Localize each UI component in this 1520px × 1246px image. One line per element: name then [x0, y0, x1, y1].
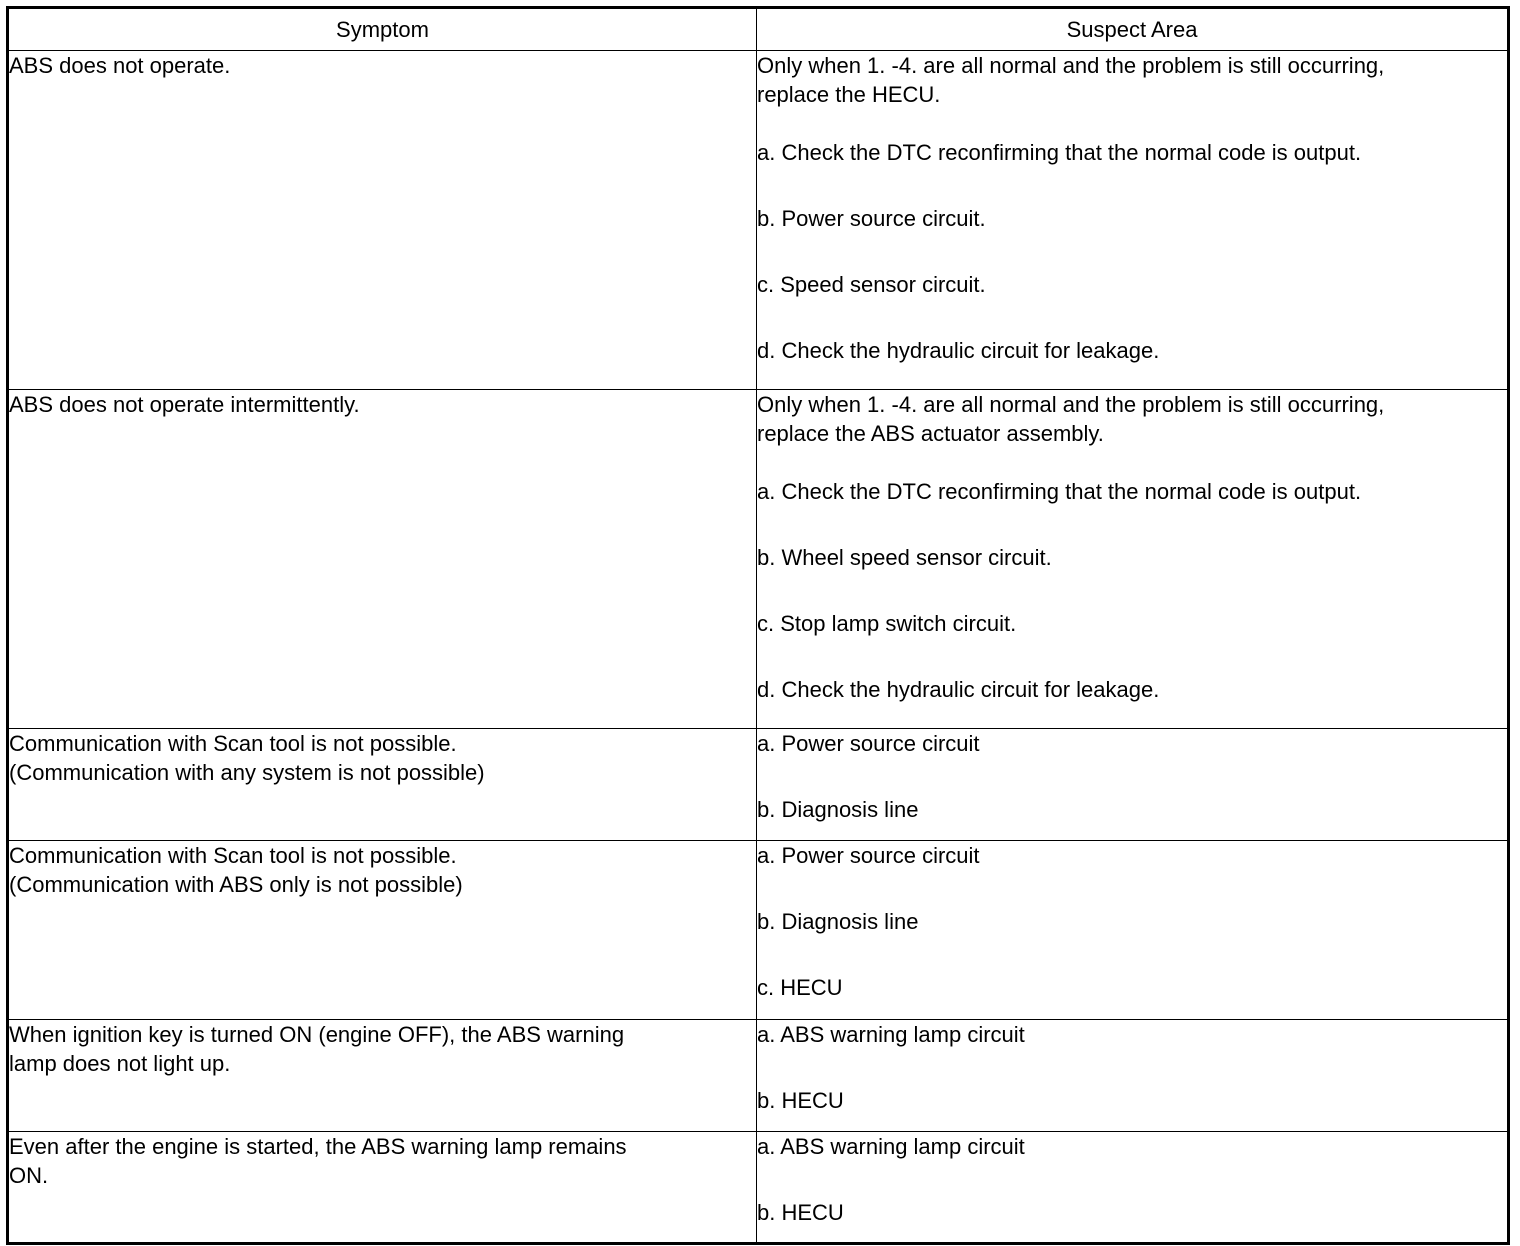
symptom-line: Communication with Scan tool is not possible.	[9, 843, 457, 868]
suspect-item: b. HECU	[757, 1088, 844, 1113]
symptom-line: ABS does not operate.	[9, 53, 231, 78]
symptom-cell	[8, 729, 757, 841]
symptom-line: lamp does not light up.	[9, 1051, 231, 1076]
symptom-line: ON.	[9, 1163, 49, 1188]
suspect-area-cell	[757, 390, 1509, 729]
symptom-cell	[8, 390, 757, 729]
symptom-cell	[8, 51, 757, 390]
intro-line: replace the HECU.	[757, 82, 941, 107]
table-row	[8, 729, 1509, 841]
symptom-line: When ignition key is turned ON (engine OFF), the ABS warning	[9, 1022, 625, 1047]
suspect-item: d. Check the hydraulic circuit for leakage.	[757, 677, 1160, 702]
suspect-item: c. Stop lamp switch circuit.	[757, 611, 1017, 636]
symptom-cell	[8, 841, 757, 1020]
table-row	[8, 390, 1509, 729]
header-symptom: Symptom	[8, 8, 757, 51]
symptom-line: Even after the engine is started, the ABS warning lamp remains	[9, 1134, 627, 1159]
symptom-line: ABS does not operate intermittently.	[9, 392, 360, 417]
table-row	[8, 1132, 1509, 1244]
suspect-item: d. Check the hydraulic circuit for leakage.	[757, 338, 1160, 363]
header-row	[8, 8, 1509, 51]
header-suspect-area: Suspect Area	[757, 8, 1509, 51]
table-row	[8, 841, 1509, 1020]
intro-line: replace the ABS actuator assembly.	[757, 421, 1104, 446]
suspect-intro	[757, 51, 1507, 109]
symptom-line: Communication with Scan tool is not possible.	[9, 731, 457, 756]
symptom-line: (Communication with any system is not possible)	[9, 760, 485, 785]
suspect-item: b. HECU	[757, 1200, 844, 1225]
intro-line: Only when 1. -4. are all normal and the problem is still occurring,	[757, 392, 1385, 417]
symptom-line: (Communication with ABS only is not possible)	[9, 872, 463, 897]
suspect-area-cell	[757, 51, 1509, 390]
suspect-item: b. Diagnosis line	[757, 797, 919, 822]
suspect-item: c. Speed sensor circuit.	[757, 272, 986, 297]
symptom-cell	[8, 1132, 757, 1244]
suspect-item: c. HECU	[757, 975, 843, 1000]
suspect-area-cell	[757, 1132, 1509, 1244]
suspect-item: a. ABS warning lamp circuit	[757, 1134, 1025, 1159]
symptom-cell	[8, 1020, 757, 1132]
table-row	[8, 51, 1509, 390]
suspect-item: a. ABS warning lamp circuit	[757, 1022, 1025, 1047]
suspect-intro	[757, 390, 1507, 448]
suspect-item: a. Check the DTC reconfirming that the normal code is output.	[757, 140, 1362, 165]
suspect-item: b. Power source circuit.	[757, 206, 986, 231]
suspect-area-cell	[757, 841, 1509, 1020]
suspect-area-cell	[757, 729, 1509, 841]
suspect-item: b. Wheel speed sensor circuit.	[757, 545, 1052, 570]
suspect-item: a. Check the DTC reconfirming that the normal code is output.	[757, 479, 1362, 504]
symptom-table	[6, 6, 1510, 1245]
suspect-item: a. Power source circuit	[757, 843, 980, 868]
intro-line: Only when 1. -4. are all normal and the problem is still occurring,	[757, 53, 1385, 78]
suspect-item: b. Diagnosis line	[757, 909, 919, 934]
suspect-area-cell	[757, 1020, 1509, 1132]
table-row	[8, 1020, 1509, 1132]
suspect-item: a. Power source circuit	[757, 731, 980, 756]
